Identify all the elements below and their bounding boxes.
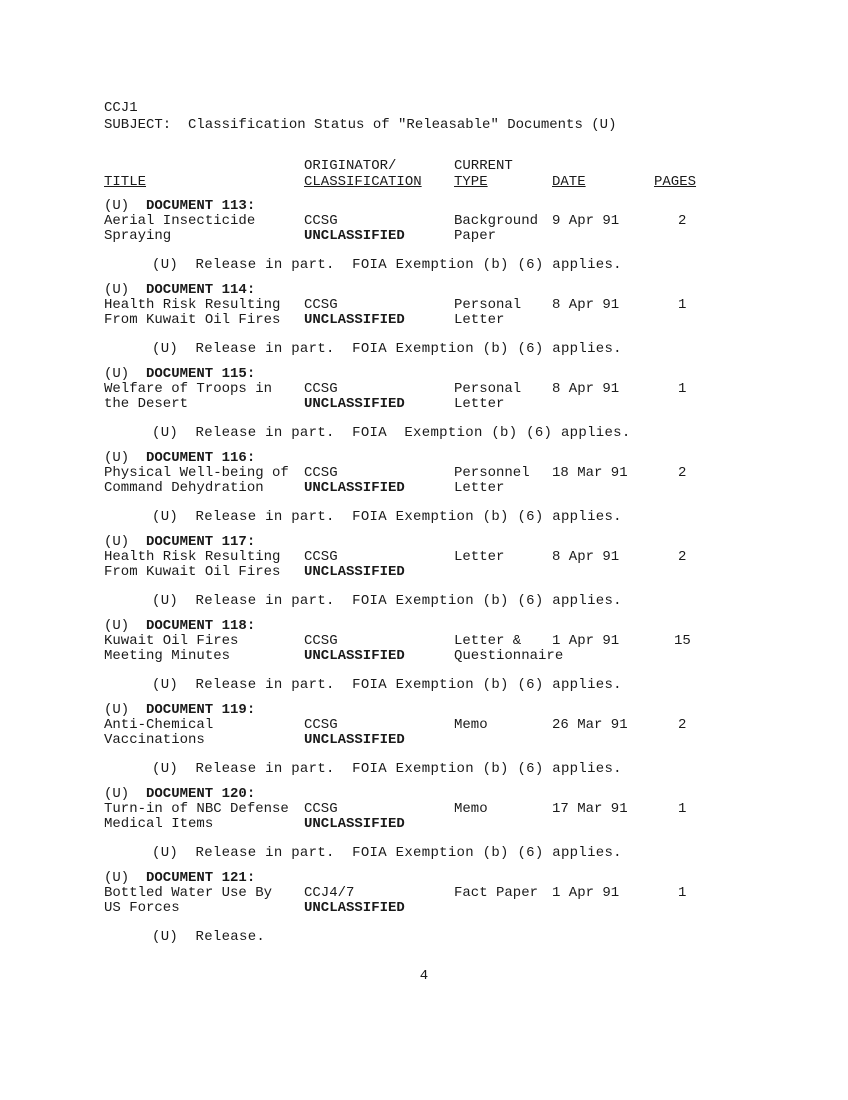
document-release-status: (U) Release in part. FOIA Exemption (b) (6) applies. xyxy=(152,425,631,441)
document-heading: DOCUMENT 118: xyxy=(146,618,256,634)
document-originator: CCSG xyxy=(304,801,338,817)
document-title-line: Meeting Minutes xyxy=(104,648,231,664)
column-header-originator-line1: ORIGINATOR/ xyxy=(304,158,397,174)
document-marking: (U) xyxy=(104,534,130,550)
document-title-line: From Kuwait Oil Fires xyxy=(104,312,281,328)
document-title-line: Kuwait Oil Fires xyxy=(104,633,239,649)
document-marking: (U) xyxy=(104,282,130,298)
document-date: 18 Mar 91 xyxy=(552,465,628,481)
document-heading: DOCUMENT 117: xyxy=(146,534,256,550)
document-title-line: Anti-Chemical xyxy=(104,717,214,733)
document-title-line: Health Risk Resulting xyxy=(104,549,281,565)
document-title-line: Welfare of Troops in xyxy=(104,381,273,397)
document-type-line: Memo xyxy=(454,717,488,733)
document-title-line: Health Risk Resulting xyxy=(104,297,281,313)
document-type-line: Memo xyxy=(454,801,488,817)
document-classification: UNCLASSIFIED xyxy=(304,228,405,244)
document-heading: DOCUMENT 116: xyxy=(146,450,256,466)
column-header-pages: PAGES xyxy=(654,174,697,190)
document-classification: UNCLASSIFIED xyxy=(304,732,405,748)
document-type-line: Fact Paper xyxy=(454,885,539,901)
document-marking: (U) xyxy=(104,450,130,466)
document-title-line: Vaccinations xyxy=(104,732,205,748)
document-classification: UNCLASSIFIED xyxy=(304,396,405,412)
document-classification: UNCLASSIFIED xyxy=(304,900,405,916)
document-heading: DOCUMENT 115: xyxy=(146,366,256,382)
document-heading: DOCUMENT 120: xyxy=(146,786,256,802)
document-originator: CCSG xyxy=(304,717,338,733)
document-marking: (U) xyxy=(104,366,130,382)
document-type-line: Personal xyxy=(454,297,522,313)
document-title-line: Turn-in of NBC Defense xyxy=(104,801,289,817)
document-classification: UNCLASSIFIED xyxy=(304,648,405,664)
document-classification: UNCLASSIFIED xyxy=(304,564,405,580)
document-classification: UNCLASSIFIED xyxy=(304,816,405,832)
column-header-date: DATE xyxy=(552,174,586,190)
document-release-status: (U) Release in part. FOIA Exemption (b) (6) applies. xyxy=(152,677,622,693)
document-date: 17 Mar 91 xyxy=(552,801,628,817)
document-heading: DOCUMENT 113: xyxy=(146,198,256,214)
document-release-status: (U) Release in part. FOIA Exemption (b) (6) applies. xyxy=(152,761,622,777)
subject-text: Classification Status of "Releasable" Documents (U) xyxy=(188,117,617,133)
document-title-line: Medical Items xyxy=(104,816,214,832)
document-classification: UNCLASSIFIED xyxy=(304,312,405,328)
document-type-line: Paper xyxy=(454,228,497,244)
document-type-line: Personnel xyxy=(454,465,530,481)
document-date: 8 Apr 91 xyxy=(552,549,620,565)
document-pages: 2 xyxy=(678,213,687,229)
document-title-line: Aerial Insecticide xyxy=(104,213,256,229)
document-type-line: Questionnaire xyxy=(454,648,564,664)
document-heading: DOCUMENT 119: xyxy=(146,702,256,718)
column-header-title: TITLE xyxy=(104,174,147,190)
document-pages: 1 xyxy=(678,297,687,313)
document-title-line: Bottled Water Use By xyxy=(104,885,273,901)
document-marking: (U) xyxy=(104,870,130,886)
document-title-line: US Forces xyxy=(104,900,180,916)
column-header-type: TYPE xyxy=(454,174,488,190)
document-originator: CCSG xyxy=(304,633,338,649)
document-pages: 1 xyxy=(678,885,687,901)
document-originator: CCSG xyxy=(304,465,338,481)
document-release-status: (U) Release in part. FOIA Exemption (b) (6) applies. xyxy=(152,341,622,357)
document-date: 8 Apr 91 xyxy=(552,381,620,397)
document-title-line: Physical Well-being of xyxy=(104,465,289,481)
document-pages: 2 xyxy=(678,465,687,481)
document-release-status: (U) Release in part. FOIA Exemption (b) (6) applies. xyxy=(152,257,622,273)
document-type-line: Background xyxy=(454,213,539,229)
document-originator: CCSG xyxy=(304,549,338,565)
office-symbol: CCJ1 xyxy=(104,100,138,116)
subject-label: SUBJECT: xyxy=(104,117,172,133)
document-pages: 1 xyxy=(678,381,687,397)
document-date: 1 Apr 91 xyxy=(552,885,620,901)
column-header-type-line1: CURRENT xyxy=(454,158,513,174)
document-originator: CCSG xyxy=(304,213,338,229)
document-title-line: Command Dehydration xyxy=(104,480,264,496)
document-marking: (U) xyxy=(104,198,130,214)
document-title-line: From Kuwait Oil Fires xyxy=(104,564,281,580)
document-heading: DOCUMENT 121: xyxy=(146,870,256,886)
column-header-classification: CLASSIFICATION xyxy=(304,174,422,190)
document-title-line: Spraying xyxy=(104,228,172,244)
document-pages: 1 xyxy=(678,801,687,817)
document-release-status: (U) Release in part. FOIA Exemption (b) (6) applies. xyxy=(152,845,622,861)
document-marking: (U) xyxy=(104,702,130,718)
document-release-status: (U) Release. xyxy=(152,929,266,945)
page-number: 4 xyxy=(419,968,429,984)
document-marking: (U) xyxy=(104,618,130,634)
document-release-status: (U) Release in part. FOIA Exemption (b) (6) applies. xyxy=(152,593,622,609)
document-date: 9 Apr 91 xyxy=(552,213,620,229)
document-originator: CCJ4/7 xyxy=(304,885,355,901)
document-pages: 2 xyxy=(678,717,687,733)
document-pages: 2 xyxy=(678,549,687,565)
document-heading: DOCUMENT 114: xyxy=(146,282,256,298)
document-marking: (U) xyxy=(104,786,130,802)
document-originator: CCSG xyxy=(304,297,338,313)
document-date: 1 Apr 91 xyxy=(552,633,620,649)
document-originator: CCSG xyxy=(304,381,338,397)
document-title-line: the Desert xyxy=(104,396,189,412)
document-type-line: Letter xyxy=(454,480,505,496)
document-type-line: Letter & xyxy=(454,633,522,649)
document-type-line: Letter xyxy=(454,549,505,565)
document-type-line: Personal xyxy=(454,381,522,397)
document-pages: 15 xyxy=(674,633,691,649)
document-type-line: Letter xyxy=(454,396,505,412)
document-date: 8 Apr 91 xyxy=(552,297,620,313)
document-release-status: (U) Release in part. FOIA Exemption (b) (6) applies. xyxy=(152,509,622,525)
document-type-line: Letter xyxy=(454,312,505,328)
document-classification: UNCLASSIFIED xyxy=(304,480,405,496)
document-date: 26 Mar 91 xyxy=(552,717,628,733)
